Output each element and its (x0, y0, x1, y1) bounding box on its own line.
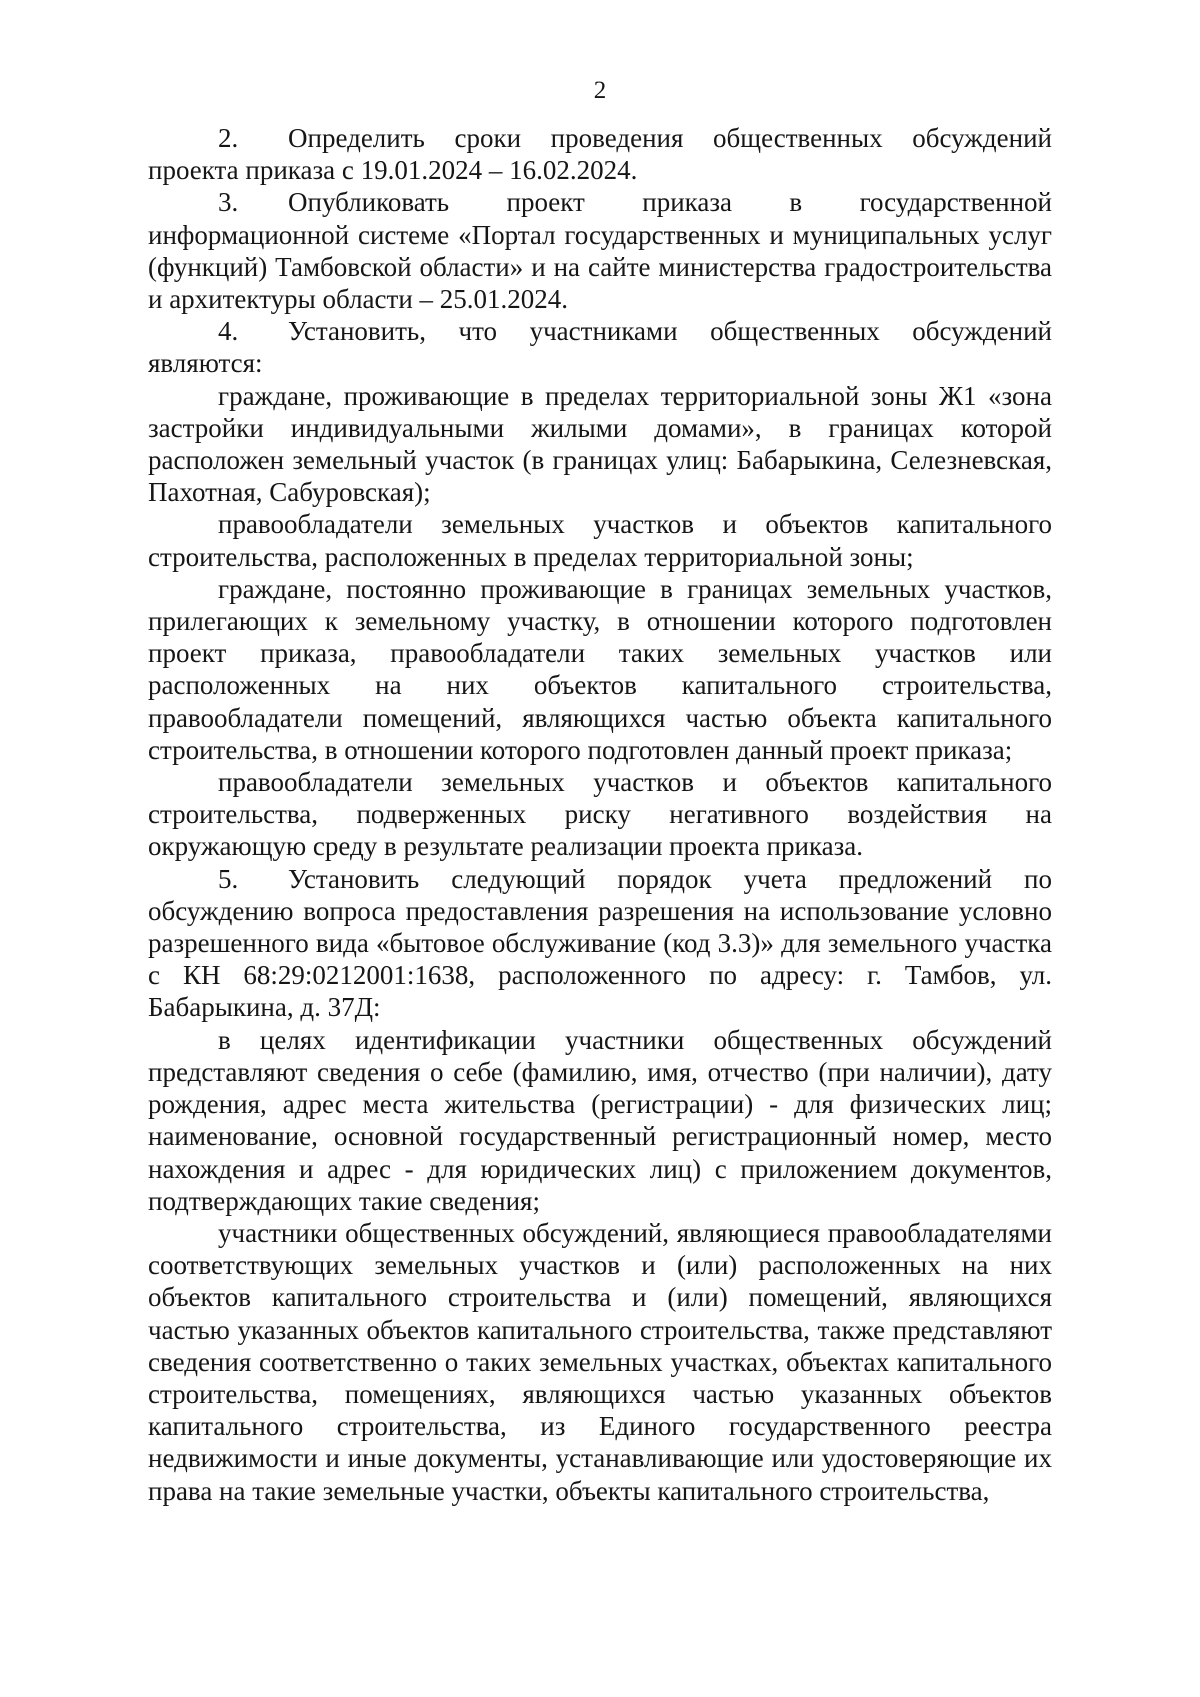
paragraph-3 (148, 186, 1052, 315)
paragraph-5-item-identification (148, 1024, 1052, 1217)
paragraph-number: 4. (218, 316, 239, 347)
page-number: 2 (593, 77, 607, 104)
document-body (148, 122, 1052, 1507)
paragraph-text: Установить следующий порядок учета предложений по обсуждению вопроса предоставления разрешения на использование условно разрешенного вида «бытовое обслуживание (код 3.3)» для земельного участка с КН 68:29:0212001:1638, расположенного по адресу: г. Тамбов, ул. Бабарыкина, д. 37Д: (148, 863, 1052, 1023)
paragraph-4 (148, 315, 1052, 379)
paragraph-text: граждане, постоянно проживающие в границах земельных участков, прилегающих к земельному участку, в отношении которого подготовлен проект приказа, правообладатели таких земельных участков или расположенных на них объектов капитального строительства, правообладатели помещений, являющихся частью объекта капитального строительства, в отношении которого подготовлен данный проект приказа; (148, 573, 1052, 765)
paragraph-text: в целях идентификации участники общественных обсуждений представляют сведения о себе (фамилию, имя, отчество (при наличии), дату рождения, адрес места жительства (регистрации) - для физических лиц; наименование, основной государственный регистрационный номер, место нахождения и адрес - для юридических лиц) с приложением документов, подтверждающих такие сведения; (148, 1024, 1052, 1216)
paragraph-5-item-rightholders (148, 1217, 1052, 1507)
paragraph-number: 5. (218, 863, 239, 894)
paragraph-number: 3. (218, 187, 239, 218)
paragraph-4-item-rightholders (148, 508, 1052, 572)
paragraph-text: участники общественных обсуждений, являющиеся правообладателями соответствующих земельных участков и (или) расположенных на них объектов капитального строительства и (или) помещений, являющихся частью указанных объектов капитального строительства, также представляют сведения соответственно о таких земельных участках, объектах капитального строительства, помещениях, являющихся частью указанных объектов капитального строительства, из Единого государственного реестра недвижимости и иные документы, устанавливающие или удостоверяющие их права на такие земельные участки, объекты капитального строительства, (148, 1217, 1052, 1506)
paragraph-text: правообладатели земельных участков и объектов капитального строительства, подверженных риску негативного воздействия на окружающую среду в результате реализации проекта приказа. (148, 767, 1052, 862)
paragraph-5 (148, 863, 1052, 1024)
paragraph-text: граждане, проживающие в пределах территориальной зоны Ж1 «зона застройки индивидуальными жилыми домами», в границах которой расположен земельный участок (в границах улиц: Бабарыкина, Селезневская, Пахотная, Сабуровская); (148, 380, 1052, 508)
paragraph-4-item-risk (148, 766, 1052, 863)
paragraph-number: 2. (218, 123, 239, 153)
paragraph-text: Установить, что участниками общественных обсуждений являются: (148, 316, 1052, 379)
paragraph-2 (148, 122, 1052, 186)
paragraph-text: Определить сроки проведения общественных обсуждений проекта приказа с 19.01.2024 – 16.02.2024. (148, 123, 1052, 186)
paragraph-text: правообладатели земельных участков и объектов капитального строительства, расположенных в пределах территориальной зоны; (148, 509, 1052, 572)
paragraph-4-item-residents (148, 380, 1052, 509)
paragraph-4-item-adjacent (148, 573, 1052, 766)
paragraph-text: Опубликовать проект приказа в государственной информационной системе «Портал государственных и муниципальных услуг (функций) Тамбовской области» и на сайте министерства градостроительства и архитектуры области – 25.01.2024. (148, 187, 1052, 315)
